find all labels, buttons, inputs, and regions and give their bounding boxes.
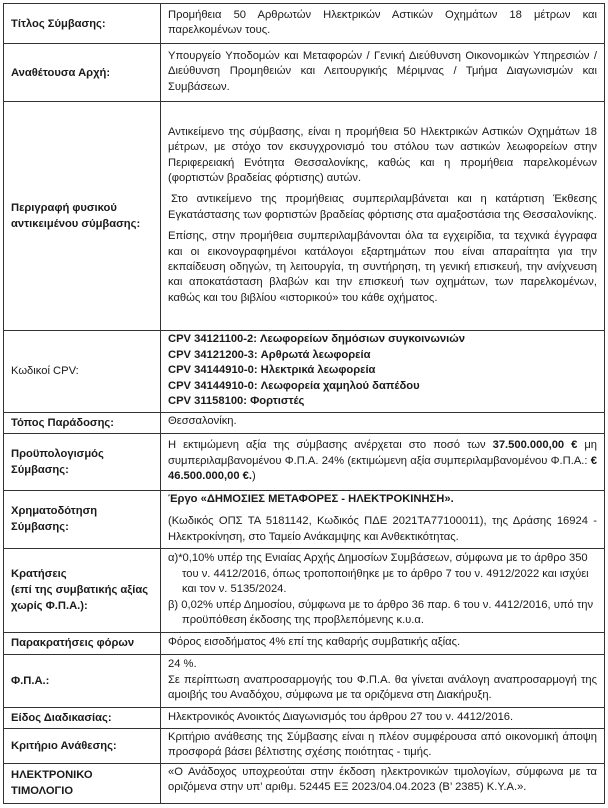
value-cpv-codes xyxy=(161,331,605,413)
label-line: ΤΙΜΟΛΟΓΙΟ xyxy=(11,785,74,798)
row-electronic-invoice xyxy=(4,763,605,803)
label-electronic-invoice xyxy=(4,763,161,803)
cpv-code-item: CPV 34121100-2: Λεωφορείων δημόσιων συγκοινωνιών xyxy=(168,333,465,345)
value-contract-title: Προμήθεια 50 Αρθρωτών Ηλεκτρικών Αστικών Οχημάτων 18 μέτρων και παρελκομένων τους. xyxy=(161,4,605,44)
budget-text: ) xyxy=(251,470,256,483)
row-tax-withholdings xyxy=(4,632,605,654)
row-contract-title xyxy=(4,4,605,44)
row-budget xyxy=(4,433,605,490)
row-procedure-type xyxy=(4,707,605,728)
value-procedure-type: Ηλεκτρονικός Ανοικτός Διαγωνισμός του άρθρου 27 του ν. 4412/2016. xyxy=(161,707,605,728)
label-contract-title: Τίτλος Σύμβασης: xyxy=(4,4,161,44)
label-vat: Φ.Π.Α.: xyxy=(4,654,161,707)
row-award-criterion xyxy=(4,728,605,763)
row-vat xyxy=(4,654,605,707)
budget-text: Η εκτιμώμενη αξία της σύμβασης ανέρχεται στο ποσό των xyxy=(168,439,493,452)
label-award-criterion: Κριτήριο Ανάθεσης: xyxy=(4,728,161,763)
label-budget: Προϋπολογισμός Σύμβασης: xyxy=(4,433,161,490)
deduction-item: β) 0,02% υπέρ Δημοσίου, σύμφωνα με το άρθρο 36 παρ. 6 του ν. 4412/2016, υπό την προϋπόθεση έκδοσης της προβλεπόμενης κ.υ.α. xyxy=(168,598,594,627)
cpv-code-item: CPV 34121200-3: Αρθρωτά λεωφορεία xyxy=(168,348,371,361)
label-description: Περιγραφή φυσικού αντικειμένου σύμβασης: xyxy=(4,102,161,331)
value-vat xyxy=(161,654,605,707)
row-funding xyxy=(4,490,605,548)
cpv-code-item: CPV 31158100: Φορτιστές xyxy=(168,395,305,408)
funding-project: Έργο «ΔΗΜΟΣΙΕΣ ΜΕΤΑΦΟΡΕΣ - ΗΛΕΚΤΡΟΚΙΝΗΣΗ». xyxy=(168,492,454,505)
value-delivery-location: Θεσσαλονίκη. xyxy=(161,412,605,433)
value-deductions xyxy=(161,548,605,632)
cpv-code-item: CPV 34144910-0: Λεωφορεία χαμηλού δαπέδου xyxy=(168,379,420,392)
budget-text: μη συμπεριλαμβανομένου Φ.Π.Α. 24% (εκτιμώμενη αξία συμπεριλαμβανομένου Φ.Π.Α.: xyxy=(168,439,598,467)
contract-details-table xyxy=(3,3,605,804)
description-paragraph: Αντικείμενο της σύμβασης, είναι η προμήθεια 50 Ηλεκτρικών Αστικών Οχημάτων 18 μέτρων, με στόχο τον εκσυγχρονισμό του στόλου των αστικών λεωφορείων στην Περιφερειακή Ενότητα Θεσσαλονίκης, καθώς και η προμήθεια παρελκομένων (φορτιστών βραδείας φόρτισης) αυτών. xyxy=(168,125,597,184)
label-delivery-location: Τόπος Παράδοσης: xyxy=(4,412,161,433)
value-description xyxy=(161,102,605,331)
description-paragraph: Στο αντικείμενο της προμήθειας συμπεριλαμβάνεται και η κατάρτιση Έκθεσης Εγκατάστασης των φορτιστών βραδείας φόρτισης στα αμαξοστάσια της Θεσσαλονίκης. xyxy=(168,193,597,221)
label-procedure-type: Είδος Διαδικασίας: xyxy=(4,707,161,728)
row-contracting-authority xyxy=(4,44,605,102)
label-tax-withholdings: Παρακρατήσεις φόρων xyxy=(4,632,161,654)
label-cpv-codes: Κωδικοί CPV: xyxy=(4,331,161,413)
value-tax-withholdings: Φόρος εισοδήματος 4% επί της καθαρής συμβατικής αξίας. xyxy=(161,632,605,654)
value-electronic-invoice: «Ο Ανάδοχος υποχρεούται στην έκδοση ηλεκτρονικών τιμολογίων, σύμφωνα με τα οριζόμενα στην υπ’ αριθμ. 52445 ΕΞ 2023/04.04.2023 (Β’ 2385) Κ.Υ.Α.». xyxy=(161,763,605,803)
budget-amount-net: 37.500.000,00 € xyxy=(492,439,578,452)
label-deductions xyxy=(4,548,161,632)
value-award-criterion: Κριτήριο ανάθεσης της Σύμβασης είναι η πλέον συμφέρουσα από οικονομική άποψη προσφορά βάσει βέλτιστης σχέσης ποιότητας - τιμής. xyxy=(161,728,605,763)
budget-amount-gross: € 46.500.000,00 €. xyxy=(168,454,597,483)
label-line: ΗΛΕΚΤΡΟΝΙΚΟ xyxy=(11,769,93,782)
description-paragraph: Επίσης, στην προμήθεια συμπεριλαμβάνονται όλα τα εγχειρίδια, τα τεχνικά έγγραφα και οι εικονογραφημένοι κατάλογοι εξαρτημάτων που είναι απαραίτητα για την εκπαίδευση οδηγών, τη λειτουργία, τη συντήρηση, τη γενική επισκευή, την ανίχνευση και αποκατάσταση βλαβών και την επισκευή των οχημάτων, των παρελκομένων, καθώς και του βιβλίου «ιστορικού» του κάθε οχήματος. xyxy=(168,230,597,304)
cpv-code-item: CPV 34144910-0: Ηλεκτρικά λεωφορεία xyxy=(168,364,376,377)
deduction-item: α)*0,10% υπέρ της Ενιαίας Αρχής Δημοσίων Συμβάσεων, σύμφωνα με το άρθρο 350 του ν. 4412/2016, όπως τροποποιήθηκε με το άρθρο 7 του ν. 4912/2022 και ισχύει και τον ν. 5135/2024. xyxy=(168,552,589,596)
label-contracting-authority: Αναθέτουσα Αρχή: xyxy=(4,44,161,102)
value-contracting-authority: Υπουργείο Υποδομών και Μεταφορών / Γενική Διεύθυνση Οικονομικών Υπηρεσιών / Διεύθυνση Προμηθειών και Λειτουργικής Μέριμνας / Τμήμα Διαγωνισμών και Συμβάσεων. xyxy=(161,44,605,102)
vat-note: Σε περίπτωση αναπροσαρμογής του Φ.Π.Α. θα γίνεται ανάλογη αναπροσαρμογή της αμοιβής του Αναδόχου, σύμφωνα με τα οριζόμενα στη Διακήρυξη. xyxy=(168,673,597,702)
vat-rate: 24 %. xyxy=(168,658,197,671)
row-delivery-location xyxy=(4,412,605,433)
label-line: χωρίς Φ.Π.Α.): xyxy=(11,600,88,613)
label-line: Κρατήσεις xyxy=(11,568,67,581)
label-line: (επί της συμβατικής αξίας xyxy=(11,584,149,597)
value-budget xyxy=(161,433,605,490)
row-deductions xyxy=(4,548,605,632)
row-cpv-codes xyxy=(4,331,605,413)
funding-details: (Κωδικός ΟΠΣ ΤΑ 5181142, Κωδικός ΠΔΕ 2021ΤΑ77100011), της Δράσης 16924 - Ηλεκτροκίνηση, στο Ταμείο Ανάκαμψης και Ανθεκτικότητας. xyxy=(168,515,597,543)
contract-summary-document xyxy=(3,3,604,804)
value-funding xyxy=(161,490,605,548)
label-funding: Χρηματοδότηση Σύμβασης: xyxy=(4,490,161,548)
row-description xyxy=(4,102,605,331)
